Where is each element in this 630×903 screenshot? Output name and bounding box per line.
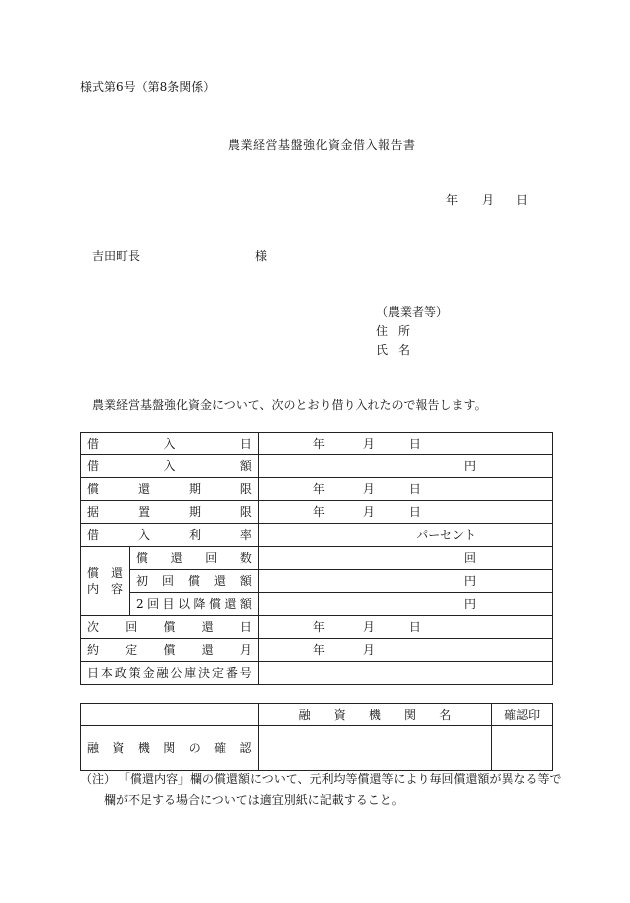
label-char: 還 (213, 574, 226, 588)
institution-confirm-table (80, 703, 553, 771)
value-interest-rate[interactable] (258, 524, 552, 547)
label-char: 期 (188, 505, 201, 519)
date-year: 年 (446, 193, 459, 207)
label-institution-confirm (81, 726, 259, 771)
label-next-repay-date (81, 616, 259, 639)
label-char: 円 (463, 459, 476, 473)
label-char: 還 (170, 551, 183, 565)
value-repay-period[interactable] (258, 478, 552, 501)
label-char: 回 (463, 551, 476, 565)
value-borrow-date[interactable] (258, 433, 552, 455)
label-char: 月 (362, 482, 375, 496)
label-char: 借 (87, 436, 100, 451)
label-char: 確 (214, 741, 227, 755)
label-char: 償 (187, 574, 200, 588)
row-borrow-date (81, 433, 553, 455)
value-jfc-number[interactable] (258, 662, 552, 685)
label-char: 償 (87, 482, 100, 496)
value-next-repay-date[interactable] (258, 616, 552, 639)
label-char: 年 (312, 482, 325, 496)
label-char: 日 (239, 436, 252, 451)
label-char: 約 (87, 643, 100, 657)
label-char: 初 (135, 574, 148, 588)
label-char: 金 (142, 666, 155, 680)
label-char: 次 (87, 620, 100, 634)
label-char: 限 (239, 482, 252, 496)
row-next-repay-date (81, 616, 553, 639)
label-char: 関 (404, 707, 417, 722)
label-char: 年 (312, 643, 325, 657)
label-char: 還 (201, 643, 214, 657)
label-char: 機 (137, 741, 150, 755)
label-char: 本 (100, 666, 113, 680)
value-repay-count[interactable] (258, 547, 552, 570)
row-repay-count (81, 547, 553, 570)
value-first-repay[interactable] (258, 570, 552, 593)
label-char: 日 (87, 666, 100, 680)
label-char: 庫 (184, 666, 197, 680)
label-char: 容 (110, 582, 123, 596)
addressee-name: 吉田町長 (92, 249, 141, 263)
label-char: 円 (463, 574, 476, 588)
date-day: 日 (516, 193, 529, 207)
note-line-2: 欄が不足する場合については適宜別紙に記載すること。 (104, 793, 404, 807)
label-char: 額 (239, 459, 252, 473)
label-char: 額 (239, 574, 252, 588)
label-char: 2 (135, 597, 144, 611)
label-char: 還 (137, 482, 150, 496)
label-jfc-number (81, 662, 259, 685)
label-char: 融 (156, 666, 169, 680)
label-char: 年 (312, 620, 325, 634)
value-contract-month[interactable] (258, 639, 552, 662)
label-char: 機 (368, 707, 381, 722)
label-contract-month (81, 639, 259, 662)
label-char: 円 (463, 597, 476, 611)
intro-text: 農業経営基盤強化資金について、次のとおり借り入れたので報告します。 (92, 398, 487, 412)
label-char: 限 (239, 505, 252, 519)
label-repay-content (81, 547, 130, 616)
label-char: 還 (201, 620, 214, 634)
label-char: 番 (225, 666, 238, 680)
label-char: 年 (312, 505, 325, 519)
row-grace-period (81, 501, 553, 524)
label-char: 月 (362, 620, 375, 634)
label-char: 回 (125, 620, 138, 634)
name-label (376, 343, 410, 357)
label-char: 償 (163, 620, 176, 634)
label-char: 回 (147, 597, 160, 611)
label-char: 政 (114, 666, 127, 680)
label-char: 入 (163, 459, 176, 473)
label-char: 定 (125, 643, 138, 657)
label-char: 融 (87, 741, 100, 755)
label-char: 還 (224, 597, 237, 611)
label-first-repay (129, 570, 258, 593)
row-later-repay (81, 593, 553, 616)
label-char: 資 (112, 741, 125, 755)
label-grace-period (81, 501, 259, 524)
label-char: 償 (135, 551, 148, 565)
label-char: 内 (87, 582, 100, 596)
label-char: 償 (87, 566, 100, 580)
label-char: 決 (198, 666, 211, 680)
label-char: 認 (239, 741, 252, 755)
label-char: 資 (333, 707, 346, 722)
label-char: 融 (298, 707, 311, 722)
label-char: 率 (239, 528, 252, 542)
confirm-row (81, 726, 553, 771)
label-char: 償 (163, 643, 176, 657)
label-char: 公 (170, 666, 183, 680)
confirm-header-blank (81, 704, 259, 726)
label-char: 定 (212, 666, 225, 680)
label-char: 置 (137, 505, 150, 519)
label-char: 月 (239, 643, 252, 657)
header-seal: 確認印 (492, 704, 553, 726)
label-char: 名 (397, 343, 410, 357)
label-char: 月 (362, 643, 375, 657)
label-char: 額 (239, 597, 252, 611)
label-char: 回 (161, 574, 174, 588)
label-char: 利 (188, 528, 201, 542)
label-char: 降 (193, 597, 206, 611)
label-later-repay (129, 593, 258, 616)
label-repay-count (129, 547, 258, 570)
label-char: 氏 (376, 343, 389, 357)
label-char: 償 (208, 597, 221, 611)
applicant-category: （農業者等） (376, 305, 449, 319)
value-borrow-amount[interactable] (258, 455, 552, 478)
label-interest-rate (81, 524, 259, 547)
value-later-repay[interactable] (258, 593, 552, 616)
value-institution-name[interactable] (258, 726, 492, 771)
loan-report-table (80, 432, 553, 685)
label-char: 入 (137, 528, 150, 542)
label-char: 回 (205, 551, 218, 565)
label-char: 還 (110, 566, 123, 580)
row-repay-period (81, 478, 553, 501)
label-char: 年 (312, 437, 325, 451)
label-char: 月 (362, 437, 375, 451)
label-char: 名 (439, 707, 452, 722)
label-repay-period (81, 478, 259, 501)
note-line-1: 「償還内容」欄の償還額について、元利均等償還等により毎回償還額が異なる等で (118, 772, 562, 786)
label-char: 以 (178, 597, 191, 611)
row-contract-month (81, 639, 553, 662)
row-jfc-number (81, 662, 553, 685)
row-borrow-amount (81, 455, 553, 478)
label-char: パーセント (416, 528, 476, 542)
form-title: 農業経営基盤強化資金借入報告書 (228, 138, 416, 152)
form-number: 様式第6号（第8条関係） (80, 80, 216, 94)
address-label (376, 324, 410, 338)
label-char: 入 (163, 436, 176, 451)
label-char: 月 (362, 505, 375, 519)
row-first-repay (81, 570, 553, 593)
label-char: 借 (87, 459, 100, 473)
label-char: 住 (376, 324, 389, 338)
label-char: 据 (87, 505, 100, 519)
label-char: 数 (239, 551, 252, 565)
label-char: 期 (188, 482, 201, 496)
label-char: 日 (408, 505, 421, 519)
label-char: 日 (408, 482, 421, 496)
label-char: 号 (239, 666, 252, 680)
confirm-header-row (81, 704, 553, 726)
label-char: の (188, 741, 201, 755)
label-char: 関 (163, 741, 176, 755)
row-interest-rate (81, 524, 553, 547)
value-seal[interactable] (492, 726, 553, 771)
label-char: 日 (239, 620, 252, 634)
date-month: 月 (482, 193, 495, 207)
label-char: 策 (128, 666, 141, 680)
label-char: 日 (408, 620, 421, 634)
label-char: 目 (162, 597, 175, 611)
note-prefix: （注） (80, 772, 117, 786)
label-borrow-date (81, 433, 259, 455)
label-char: 日 (408, 437, 421, 451)
value-grace-period[interactable] (258, 501, 552, 524)
label-char: 所 (397, 324, 410, 338)
label-borrow-amount (81, 455, 259, 478)
label-char: 借 (87, 528, 100, 542)
addressee-honorific: 様 (255, 249, 268, 263)
header-institution-name (258, 704, 492, 726)
